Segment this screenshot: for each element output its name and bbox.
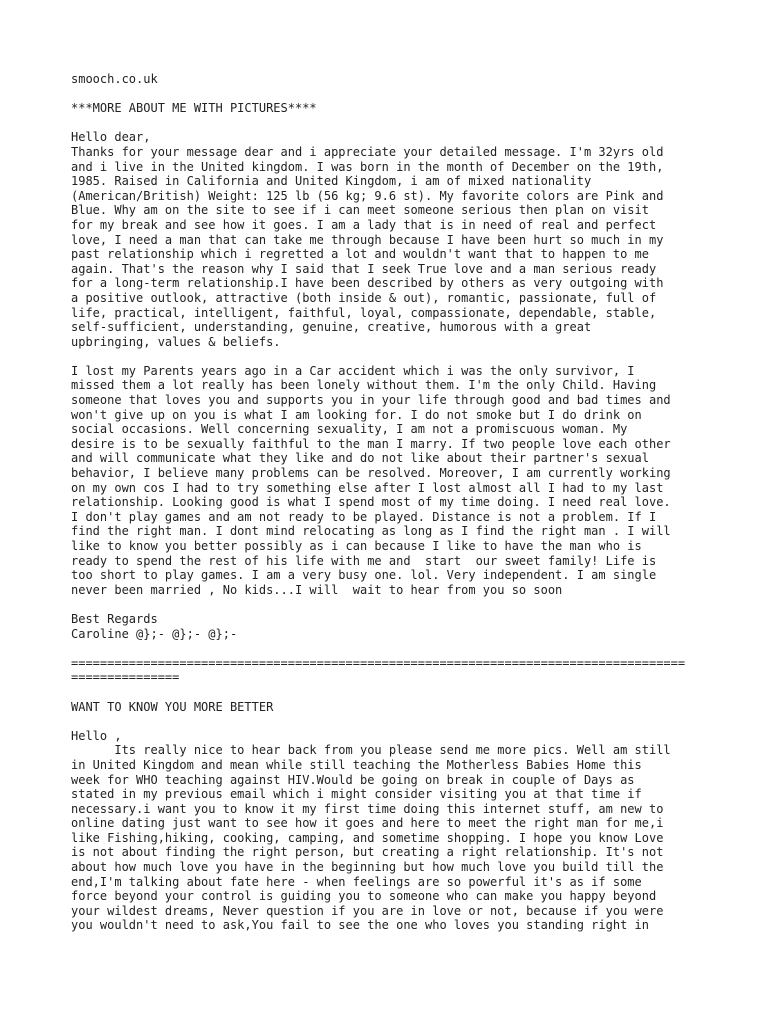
text-line: you wouldn't need to ask,You fail to see the one who loves you standing right in [71,918,649,933]
text-line: ready to spend the rest of his life with me and start our sweet family! Life is [71,553,657,568]
text-line: and will communicate what they like and do not like about their partner's sexual [71,451,649,466]
text-line: in United Kingdom and mean while still teaching the Motherless Babies Home this [71,757,642,772]
separator [71,656,751,685]
text-line: a positive outlook, attractive (both inside & out), romantic, passionate, full of [71,290,657,305]
text-line: your wildest dreams, Never question if you are in love or not, because if you were [71,903,664,918]
text-line: on my own cos I had to try something else after I lost almost all I had to my last [71,480,664,495]
text-line: end,I'm talking about fate here - when feelings are so powerful it's as if some [71,874,642,889]
greeting-1: Hello dear, [71,130,151,145]
greeting-2: Hello , [71,728,122,743]
section-heading-1: ***MORE ABOUT ME WITH PICTURES**** [71,101,317,116]
text-line: too short to play games. I am a very busy one. lol. Very independent. I am single [71,568,657,583]
blank-line [71,349,751,364]
text-line: I don't play games and am not ready to be played. Distance is not a problem. If I [71,509,657,524]
text-line: again. That's the reason why I said that I seek True love and a man serious ready [71,261,657,276]
text-line: Its really nice to hear back from you please send me more pics. Well am still [71,743,671,758]
blank-line [71,714,751,729]
text-line: missed them a lot really has been lonely without them. I'm the only Child. Having [71,378,657,393]
text-line: won't give up on you is what I am looking for. I do not smoke but I do drink on [71,407,642,422]
text-line: find the right man. I dont mind relocating as long as I find the right man . I will [71,524,671,539]
site-name: smooch.co.uk [71,72,158,86]
text-line: desire is to be sexually faithful to the man I marry. If two people love each other [71,436,671,451]
blank-line [71,597,751,612]
text-line: someone that loves you and supports you in your life through good and bad times and [71,393,671,408]
text-line: self-sufficient, understanding, genuine, creative, humorous with a great [71,320,592,335]
text-line: Thanks for your message dear and i appreciate your detailed message. I'm 32yrs old [71,144,664,159]
text-line: never been married , No kids...I will wait to hear from you so soon [71,582,563,597]
text-line: ===================================================================================== [71,655,686,670]
text-line: past relationship which i regretted a lot and wouldn't want that to happen to me [71,247,649,262]
text-line: about how much love you have in the beginning but how much love you build till the [71,860,664,875]
text-line: is not about finding the right person, but creating a right relationship. It's not [71,845,664,860]
text-line: =============== [71,670,180,685]
text-line: and i live in the United kingdom. I was born in the month of December on the 19th, [71,159,664,174]
section-heading-2: WANT TO KNOW YOU MORE BETTER [71,699,274,714]
text-line: behavior, I believe many problems can be resolved. Moreover, I am currently working [71,466,671,481]
text-line: stated in my previous email which i might consider visiting you at that time if [71,787,642,802]
text-line: social occasions. Well concerning sexuality, I am not a promiscuous woman. My [71,422,628,437]
signature: Caroline @};- @};- @};- [71,626,238,641]
text-line: relationship. Looking good is what I spend most of my time doing. I need real love. [71,495,671,510]
text-line: love, I need a man that can take me through because I have been hurt so much in my [71,232,664,247]
text-line: 1985. Raised in California and United Kingdom, i am of mixed nationality [71,174,592,189]
text-line: week for WHO teaching against HIV.Would be going on break in couple of Days as [71,772,635,787]
paragraph-1 [71,145,751,349]
text-line: I lost my Parents years ago in a Car accident which i was the only survivor, I [71,363,635,378]
paragraph-3 [71,743,751,933]
text-line: force beyond your control is guiding you to someone who can make you happy beyond [71,889,657,904]
paragraph-2 [71,364,751,598]
text-line: like Fishing,hiking, cooking, camping, and sometime shopping. I hope you know Love [71,830,664,845]
text-line: necessary.i want you to know it my first time doing this internet stuff, am new to [71,801,664,816]
text-line: Blue. Why am on the site to see if i can meet someone serious then plan on visit [71,203,649,218]
document-page [71,72,751,933]
blank-line [71,641,751,656]
blank-line [71,685,751,700]
blank-line [71,116,751,131]
blank-line [71,87,751,102]
text-line: for a long-term relationship.I have been described by others as very outgoing with [71,276,664,291]
text-line: life, practical, intelligent, faithful, loyal, compassionate, dependable, stable, [71,305,657,320]
text-line: like to know you better possibly as i can because I like to have the man who is [71,539,642,553]
text-line: (American/British) Weight: 125 lb (56 kg; 9.6 st). My favorite colors are Pink and [71,188,664,203]
text-line: upbringing, values & beliefs. [71,334,281,349]
signoff: Best Regards [71,611,158,626]
text-line: for my break and see how it goes. I am a lady that is in need of real and perfect [71,217,657,232]
text-line: online dating just want to see how it goes and here to meet the right man for me,i [71,816,664,831]
